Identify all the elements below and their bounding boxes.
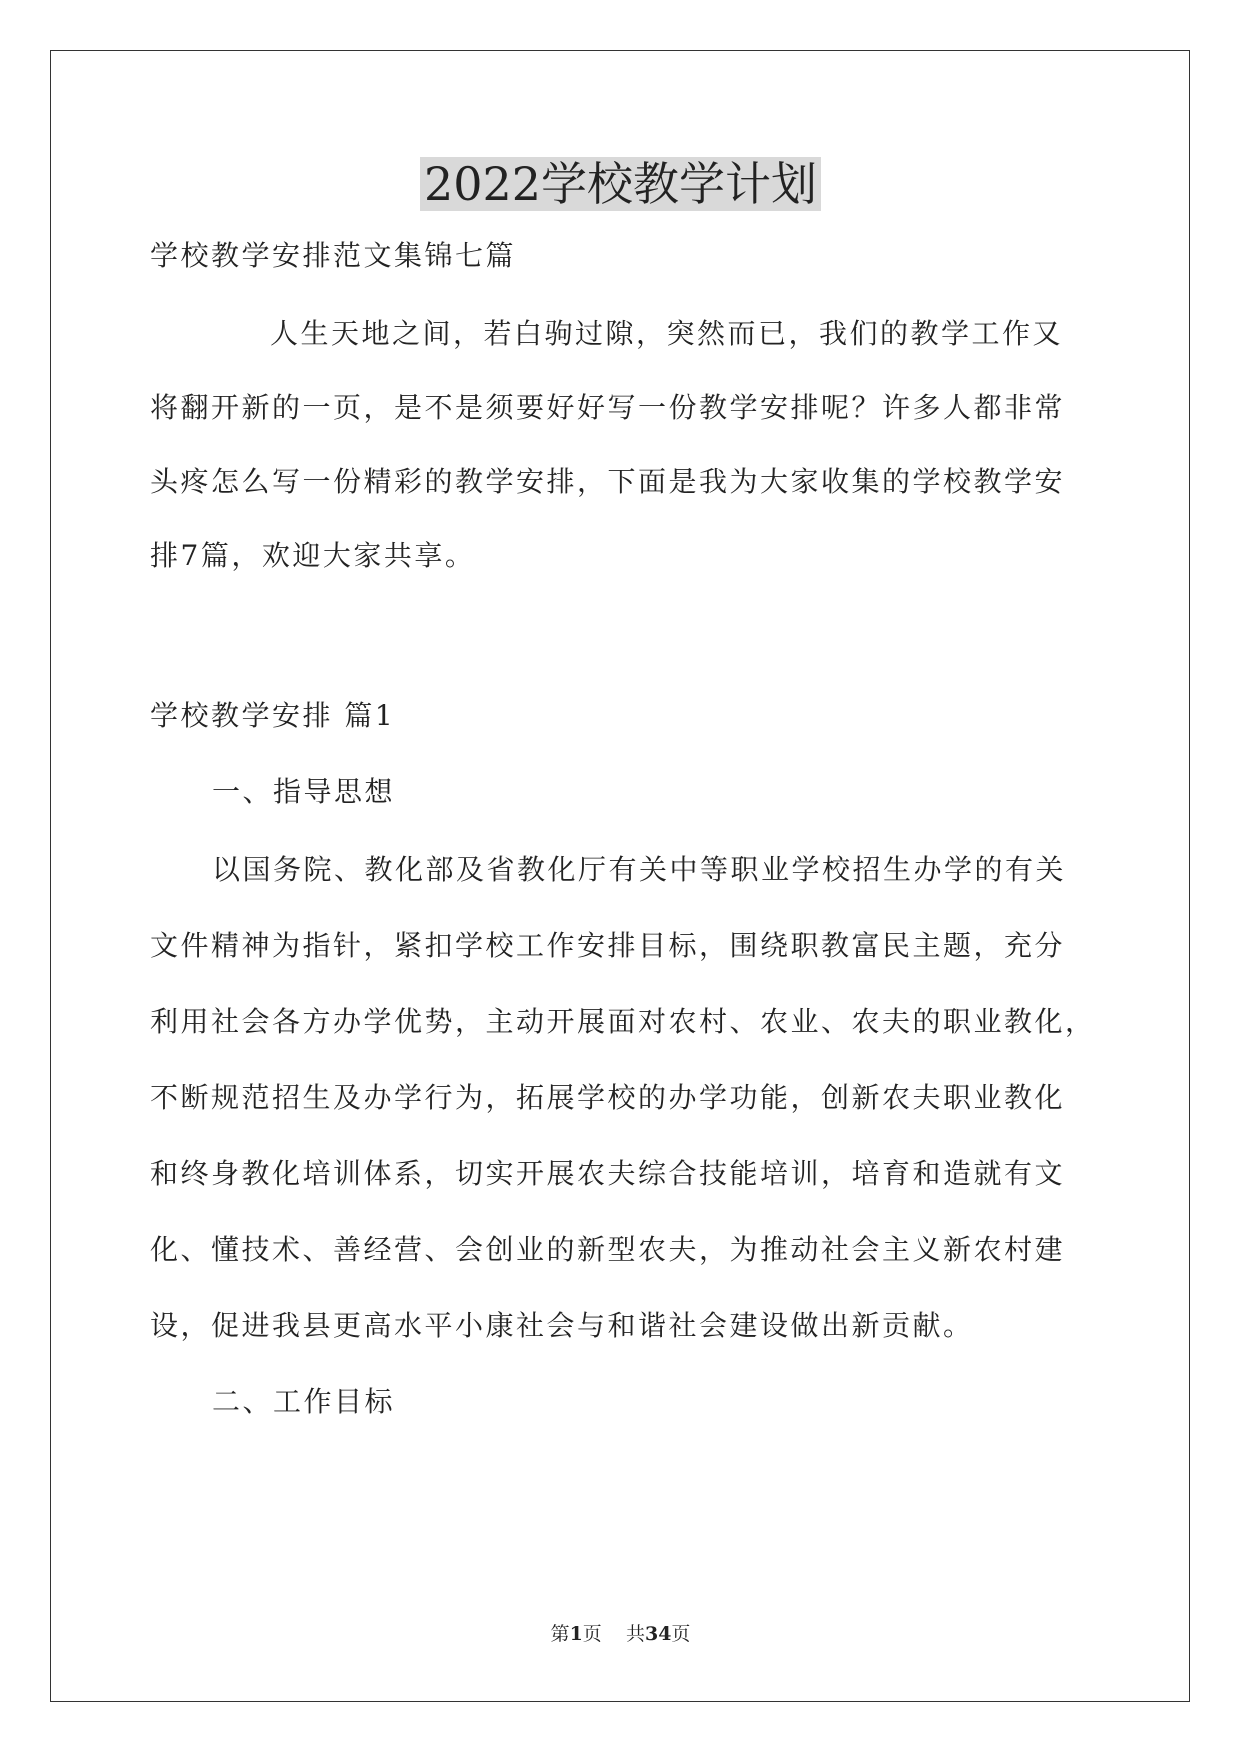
footer-suffix: 页 — [671, 1623, 691, 1645]
intro-line-4: 排7篇，欢迎大家共享。 — [150, 539, 476, 572]
document-title-text: 2022学校教学计划 — [420, 157, 821, 211]
intro-line-2: 将翻开新的一页，是不是须要好好写一份教学安排呢？许多人都非常 — [150, 391, 1066, 424]
document-title — [0, 152, 1241, 216]
section-heading: 学校教学安排 篇1 — [150, 699, 396, 732]
footer-prefix: 第 — [550, 1623, 570, 1645]
heading-guiding-ideology: 一、指导思想 — [212, 775, 396, 808]
footer-total-pages: 34 — [644, 1623, 672, 1645]
body-line-3: 利用社会各方办学优势，主动开展面对农村、农业、农夫的职业教化， — [150, 1005, 1096, 1038]
body-line-4: 不断规范招生及办学行为，拓展学校的办学功能，创新农夫职业教化 — [150, 1081, 1066, 1114]
body-line-7: 设，促进我县更高水平小康社会与和谐社会建设做出新贡献。 — [150, 1309, 974, 1342]
footer-middle: 页 共 — [582, 1623, 645, 1645]
footer-current-page: 1 — [569, 1623, 583, 1645]
body-line-6: 化、懂技术、善经营、会创业的新型农夫，为推动社会主义新农村建 — [150, 1233, 1066, 1266]
page-footer — [0, 1620, 1241, 1648]
subtitle: 学校教学安排范文集锦七篇 — [150, 239, 517, 272]
intro-line-1: 人生天地之间，若白驹过隙，突然而已，我们的教学工作又 — [270, 317, 1064, 350]
body-line-2: 文件精神为指针，紧扣学校工作安排目标，围绕职教富民主题，充分 — [150, 929, 1066, 962]
heading-work-goals: 二、工作目标 — [212, 1385, 396, 1418]
intro-line-3: 头疼怎么写一份精彩的教学安排，下面是我为大家收集的学校教学安 — [150, 465, 1066, 498]
body-line-5: 和终身教化培训体系，切实开展农夫综合技能培训，培育和造就有文 — [150, 1157, 1066, 1190]
body-line-1: 以国务院、教化部及省教化厅有关中等职业学校招生办学的有关 — [212, 853, 1067, 886]
